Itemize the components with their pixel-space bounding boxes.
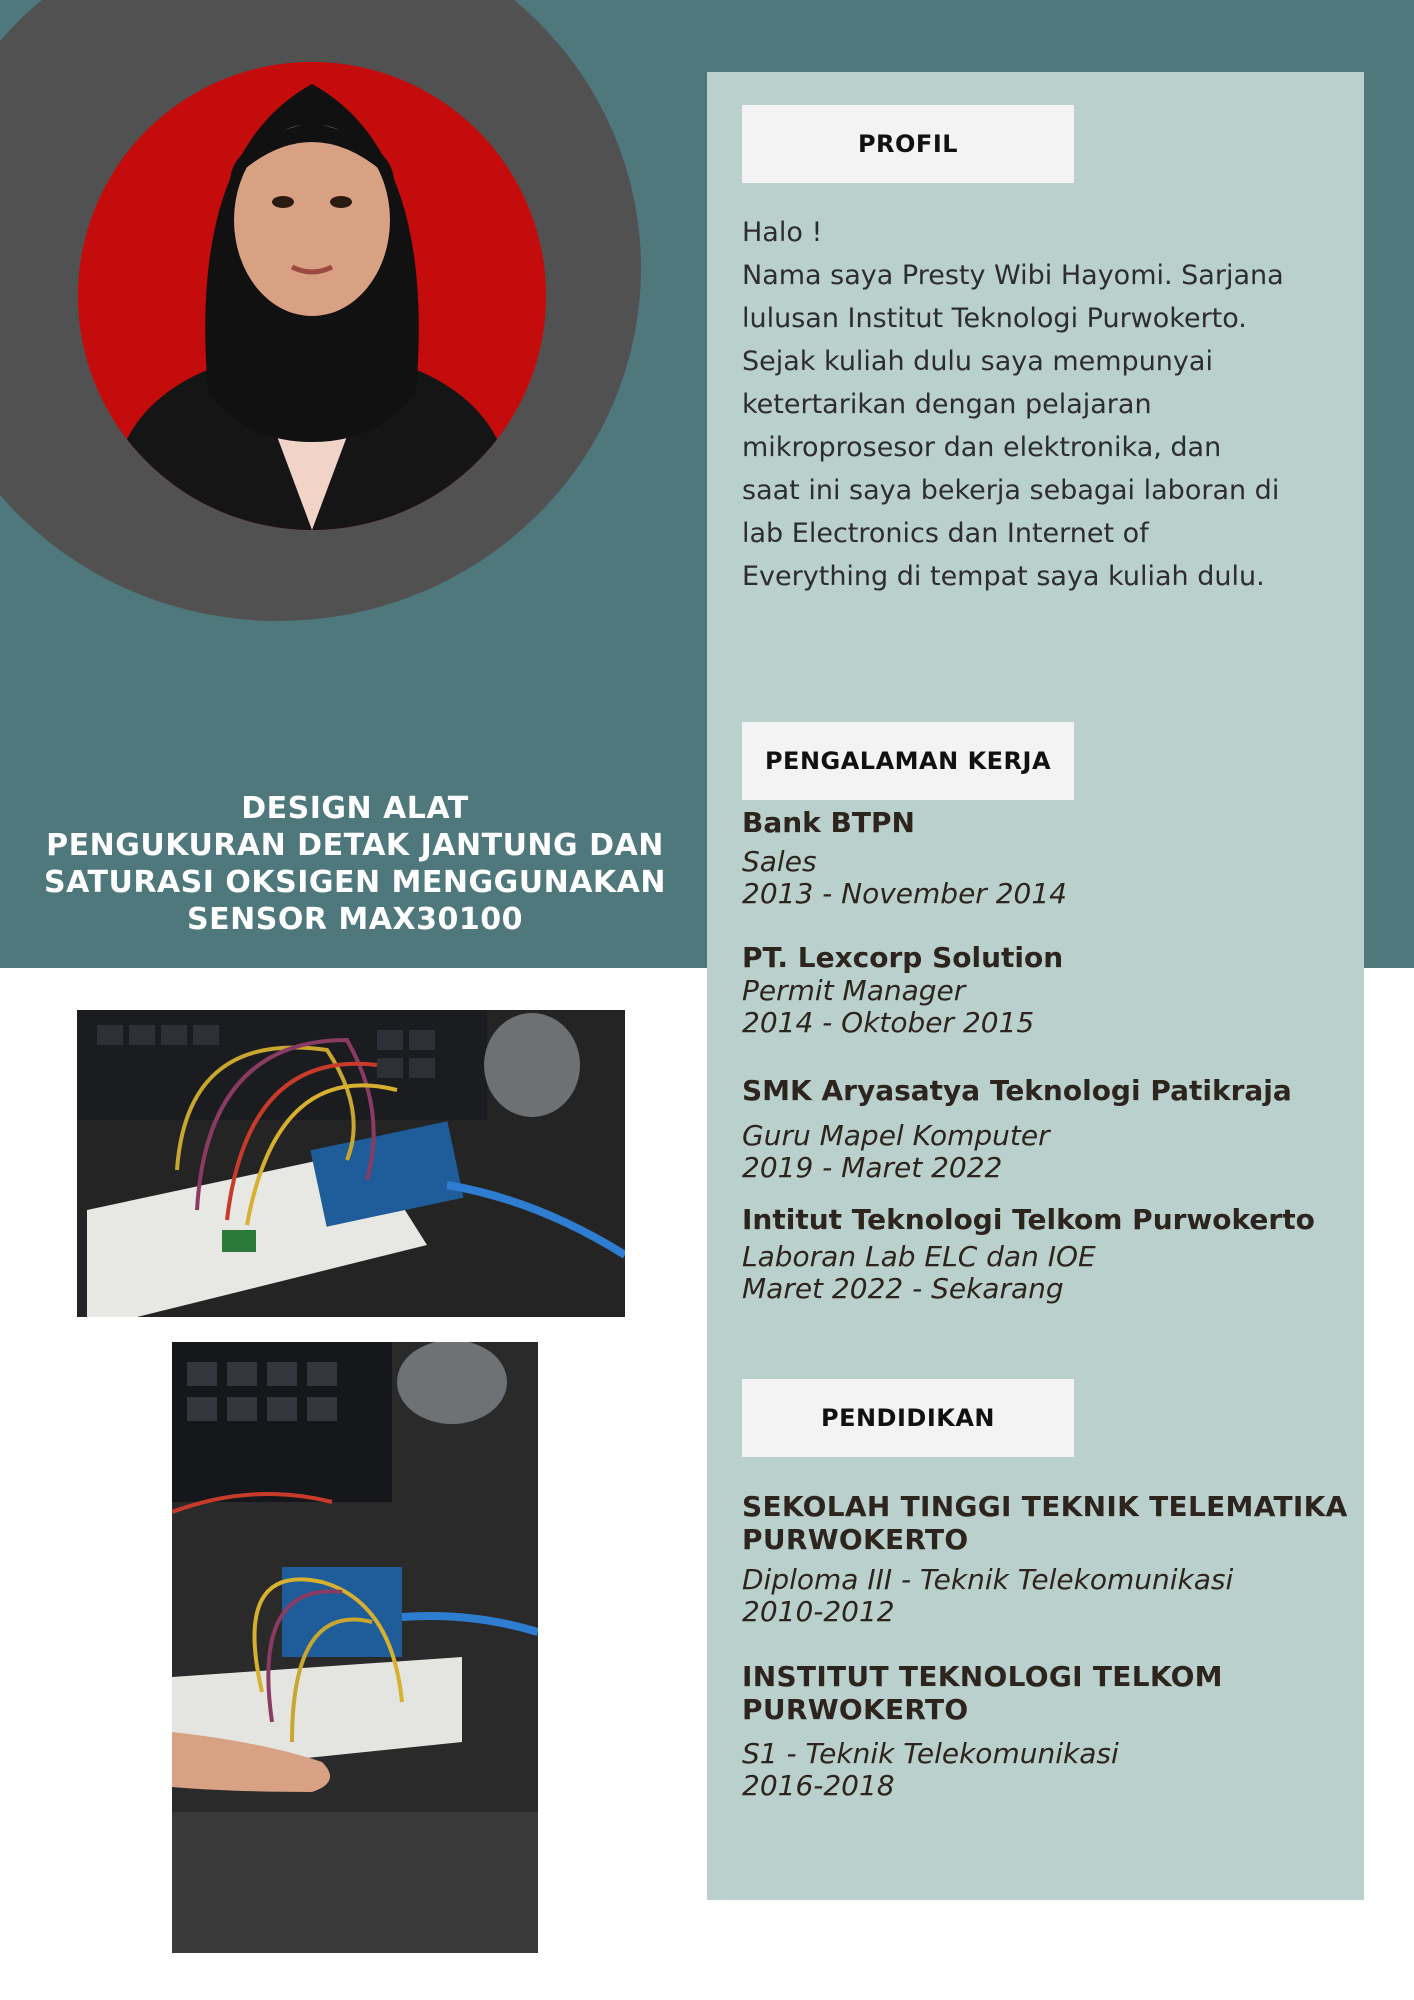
- profile-line: ketertarikan dengan pelajaran: [742, 389, 1152, 420]
- project-title-line: SATURASI OKSIGEN MENGGUNAKAN: [44, 865, 666, 900]
- profile-line: Sejak kuliah dulu saya mempunyai: [742, 346, 1213, 377]
- experience-item: [742, 1203, 1352, 1305]
- experience-period: 2014 - Oktober 2015: [742, 1006, 1035, 1039]
- education-period: 2010-2012: [742, 1595, 895, 1628]
- education-item: [742, 1660, 1352, 1802]
- profile-line: Halo !: [742, 217, 823, 248]
- profile-line: lab Electronics dan Internet of: [742, 518, 1149, 549]
- experience-item: [742, 1074, 1352, 1184]
- education-org: SEKOLAH TINGGI TEKNIK TELEMATIKA PURWOKERTO: [742, 1490, 1348, 1556]
- device-photo-2: [172, 1342, 538, 1953]
- profile-text: [742, 211, 1332, 598]
- experience-role: Guru Mapel Komputer: [742, 1119, 1050, 1152]
- experience-role: Sales: [742, 845, 817, 878]
- education-degree: S1 - Teknik Telekomunikasi: [742, 1737, 1119, 1770]
- education-item: [742, 1490, 1352, 1628]
- education-period: 2016-2018: [742, 1769, 895, 1802]
- experience-org: Intitut Teknologi Telkom Purwokerto: [742, 1203, 1315, 1236]
- finger-sensor-photo-illustration: [172, 1342, 538, 1953]
- experience-org: Bank BTPN: [742, 806, 915, 839]
- experience-org: PT. Lexcorp Solution: [742, 941, 1064, 974]
- profile-line: mikroprosesor dan elektronika, dan: [742, 432, 1222, 463]
- experience-period: 2013 - November 2014: [742, 877, 1067, 910]
- profile-line: Everything di tempat saya kuliah dulu.: [742, 561, 1265, 592]
- device-photo-1: [77, 1010, 625, 1317]
- project-title-line: SENSOR MAX30100: [187, 902, 523, 937]
- profile-line: saat ini saya bekerja sebagai laboran di: [742, 475, 1280, 506]
- experience-period: 2019 - Maret 2022: [742, 1151, 1003, 1184]
- profile-line: lulusan Institut Teknologi Purwokerto.: [742, 303, 1247, 334]
- experience-heading: PENGALAMAN KERJA: [742, 722, 1074, 800]
- profile-portrait: [78, 62, 546, 530]
- project-title: [20, 790, 690, 938]
- education-heading: PENDIDIKAN: [742, 1379, 1074, 1457]
- breadboard-photo-illustration: [77, 1010, 625, 1317]
- experience-period: Maret 2022 - Sekarang: [742, 1272, 1064, 1305]
- education-org: INSTITUT TEKNOLOGI TELKOM PURWOKERTO: [742, 1660, 1223, 1726]
- project-title-line: DESIGN ALAT: [241, 791, 469, 826]
- profile-heading: PROFIL: [742, 105, 1074, 183]
- education-degree: Diploma III - Teknik Telekomunikasi: [742, 1563, 1234, 1596]
- experience-role: Laboran Lab ELC dan IOE: [742, 1240, 1096, 1273]
- experience-item: [742, 941, 1352, 1039]
- profile-line: Nama saya Presty Wibi Hayomi. Sarjana: [742, 260, 1284, 291]
- experience-role: Permit Manager: [742, 974, 966, 1007]
- project-title-line: PENGUKURAN DETAK JANTUNG DAN: [46, 828, 664, 863]
- experience-org: SMK Aryasatya Teknologi Patikraja: [742, 1074, 1292, 1107]
- portrait-illustration: [78, 62, 546, 530]
- experience-item: [742, 806, 1352, 910]
